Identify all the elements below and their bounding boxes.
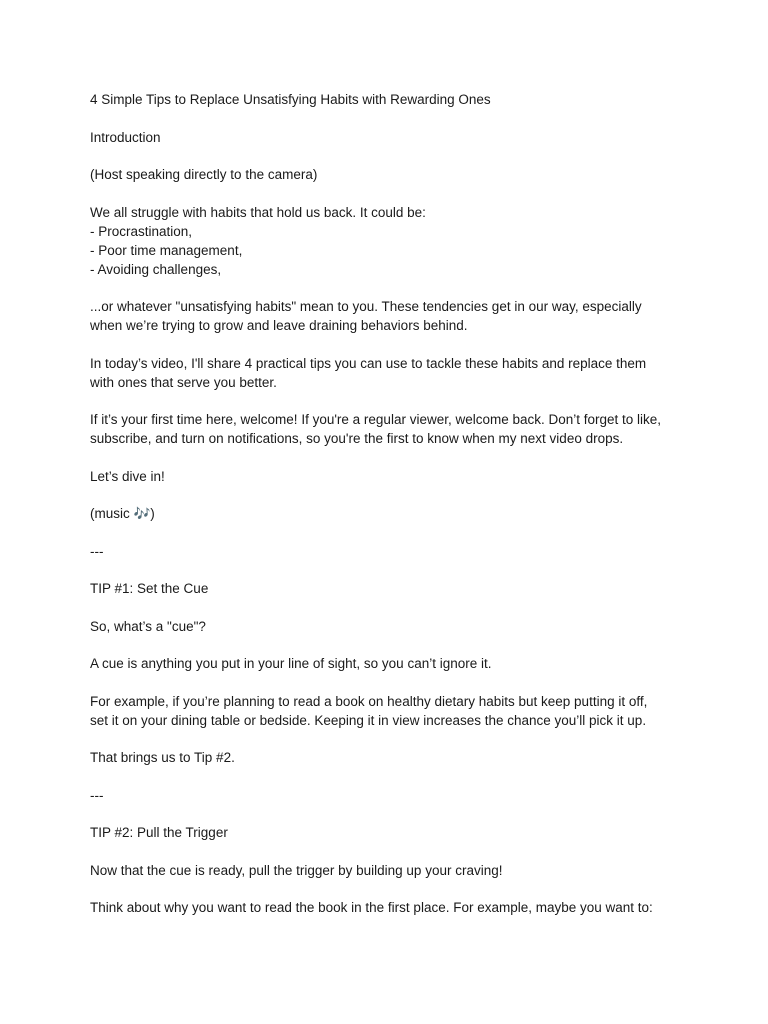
music-cue: (music 🎶) bbox=[90, 506, 155, 521]
unsatisfying-habits-paragraph bbox=[90, 297, 690, 335]
tip2-think: Think about why you want to read the book in the first place. For example, maybe you want to: bbox=[90, 900, 653, 915]
tip1-heading: TIP #1: Set the Cue bbox=[90, 581, 209, 596]
paragraph-line: set it on your dining table or bedside. Keeping it in view increases the chance you’ll pick it up. bbox=[90, 712, 647, 728]
dive-in-line: Let’s dive in! bbox=[90, 468, 165, 484]
section-divider: --- bbox=[90, 787, 104, 803]
tip1-definition: A cue is anything you put in your line of sight, so you can’t ignore it. bbox=[90, 656, 492, 671]
tip2-intro: Now that the cue is ready, pull the trigger by building up your craving! bbox=[90, 862, 503, 878]
paragraph-line: In today’s video, I'll share 4 practical tips you can use to tackle these habits and replace them bbox=[90, 355, 647, 371]
habits-intro-line: We all struggle with habits that hold us back. It could be: bbox=[90, 204, 426, 220]
paragraph-line: subscribe, and turn on notifications, so you're the first to know when my next video drops. bbox=[90, 431, 624, 446]
habit-list-item: - Avoiding challenges, bbox=[90, 261, 222, 277]
stage-direction: (Host speaking directly to the camera) bbox=[90, 167, 318, 182]
introduction-heading: Introduction bbox=[90, 129, 161, 145]
section-divider: --- bbox=[90, 543, 104, 559]
welcome-paragraph bbox=[90, 410, 690, 448]
document-title: 4 Simple Tips to Replace Unsatisfying Habits with Rewarding Ones bbox=[90, 92, 491, 107]
paragraph-line: with ones that serve you better. bbox=[90, 374, 277, 390]
tip1-transition: That brings us to Tip #2. bbox=[90, 750, 235, 765]
document-page bbox=[90, 90, 690, 936]
paragraph-line: ...or whatever "unsatisfying habits" mean to you. These tendencies get in our way, especially bbox=[90, 299, 642, 314]
todays-video-paragraph bbox=[90, 354, 690, 392]
habit-list-item: - Poor time management, bbox=[90, 242, 243, 258]
tip1-question: So, what’s a "cue"? bbox=[90, 618, 206, 634]
paragraph-line: If it’s your first time here, welcome! If you're a regular viewer, welcome back. Don’t forget to like, bbox=[90, 412, 662, 427]
tip2-heading: TIP #2: Pull the Trigger bbox=[90, 825, 228, 840]
tip1-example-paragraph bbox=[90, 692, 690, 730]
habits-paragraph bbox=[90, 203, 690, 279]
paragraph-line: For example, if you’re planning to read a book on healthy dietary habits but keep putting it off, bbox=[90, 693, 648, 709]
habit-list-item: - Procrastination, bbox=[90, 223, 193, 239]
paragraph-line: when we’re trying to grow and leave draining behaviors behind. bbox=[90, 318, 468, 333]
